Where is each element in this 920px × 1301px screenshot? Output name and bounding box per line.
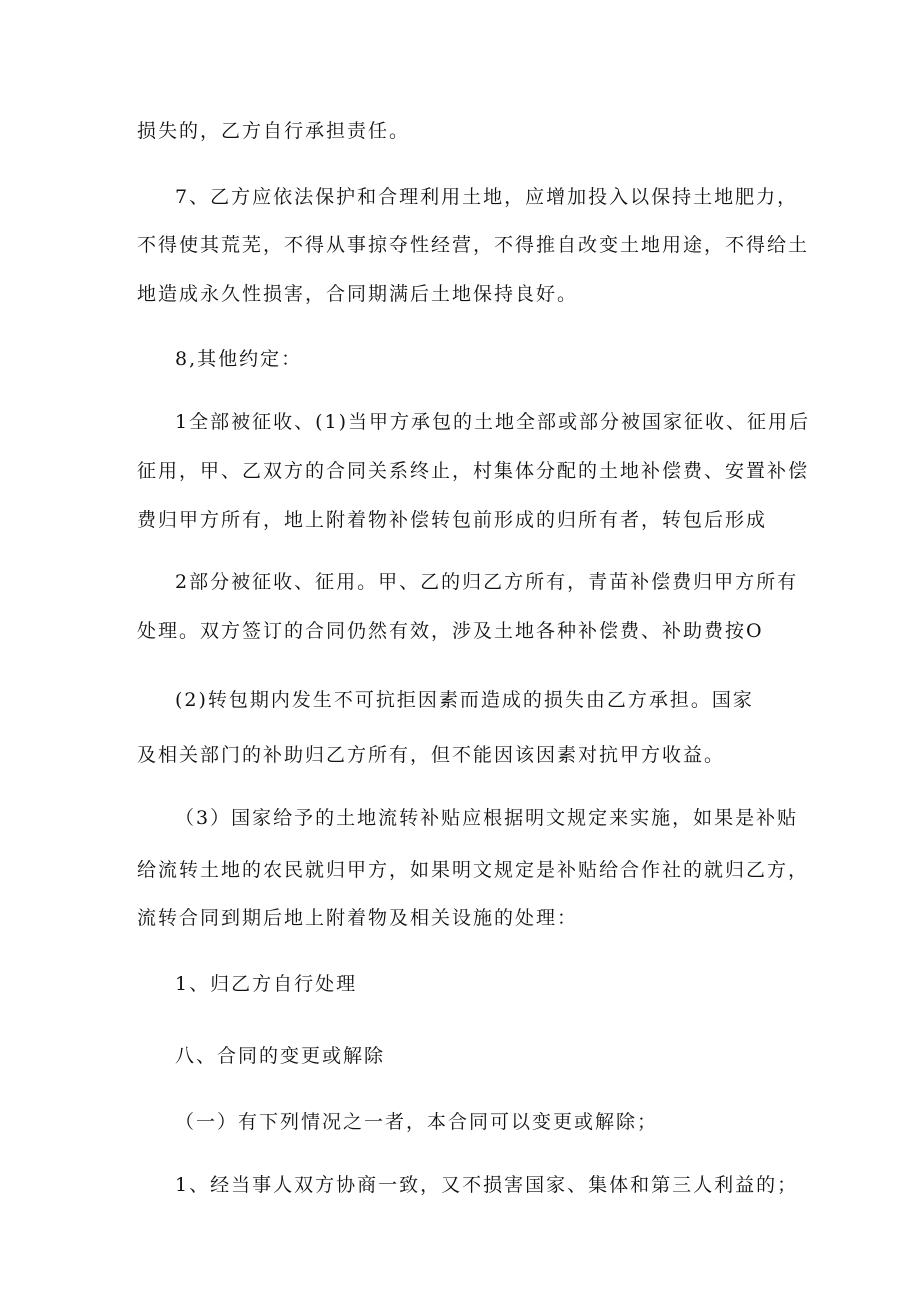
text-line-2: 7、乙方应依法保护和合理利用土地，应增加投入以保持土地肥力，: [175, 186, 799, 208]
text-line-7: 征用，甲、乙双方的合同关系终止，村集体分配的土地补偿费、安置补偿: [137, 460, 810, 482]
text-line-6: 1全部被征收、(1)当甲方承包的土地全部或部分被国家征收、征用后: [175, 411, 811, 433]
text-line-11: (2)转包期内发生不可抗拒因素而造成的损失由乙方承担。国家: [175, 689, 754, 711]
text-line-9: 2部分被征收、征用。甲、乙的归乙方所有，青苗补偿费归甲方所有: [175, 571, 799, 593]
text-line-13: （3）国家给予的土地流转补贴应根据明文规定来实施，如果是补贴: [175, 807, 799, 829]
text-line-3: 不得使其荒芜，不得从事掠夺性经营，不得推自改变土地用途，不得给土: [137, 234, 810, 256]
text-line-5: 8,其他约定：: [175, 348, 303, 370]
text-line-17: 八、合同的变更或解除: [175, 1045, 386, 1067]
text-line-18: （一）有下列情况之一者，本合同可以变更或解除；: [175, 1111, 659, 1133]
text-line-10: 处理。双方签订的合同仍然有效，涉及土地各种补偿费、补助费按O: [137, 620, 764, 642]
text-line-4: 地造成永久性损害，合同期满后土地保持良好。: [137, 283, 579, 305]
text-line-12: 及相关部门的补助归乙方所有，但不能因该因素对抗甲方收益。: [137, 744, 726, 766]
text-line-15: 流转合同到期后地上附着物及相关设施的处理：: [137, 907, 579, 929]
text-line-16: 1、归乙方自行处理: [175, 973, 358, 995]
text-line-14: 给流转土地的农民就归甲方，如果明文规定是补贴给合作社的就归乙方，: [137, 859, 810, 881]
text-line-1: 损失的，乙方自行承担责任。: [137, 120, 411, 142]
text-line-8: 费归甲方所有，地上附着物补偿转包前形成的归所有者，转包后形成: [137, 509, 768, 531]
text-line-19: 1、经当事人双方协商一致，又不损害国家、集体和第三人利益的；: [175, 1174, 799, 1196]
